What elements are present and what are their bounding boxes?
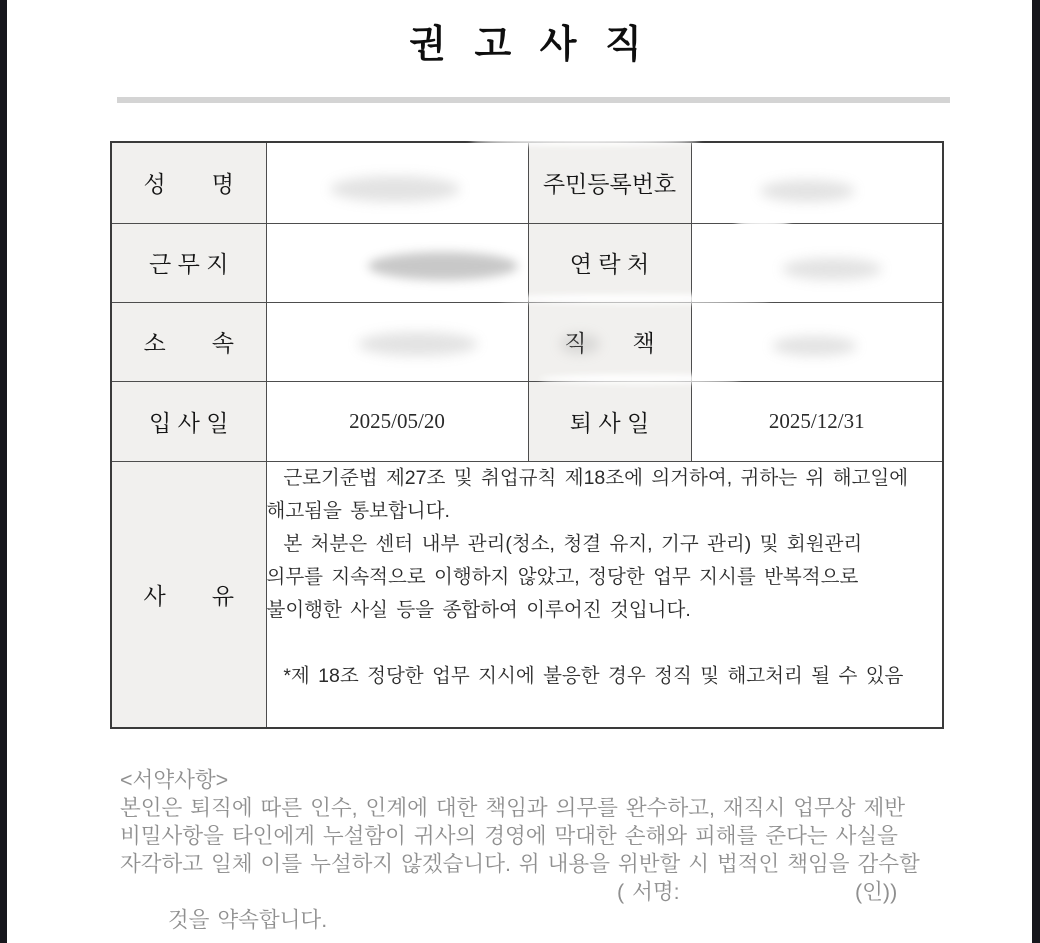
workplace-value (266, 223, 528, 302)
pledge-heading: <서약사항> (120, 768, 229, 792)
affiliation-value (266, 302, 528, 381)
signature-label: ( 서명: (617, 880, 680, 904)
affiliation-label: 소 속 (111, 302, 266, 381)
reason-line: 의무를 지속적으로 이행하지 않았고, 정당한 업무 지시를 반복적으로 (266, 565, 859, 588)
resign-date-label: 퇴 사 일 (528, 381, 691, 461)
reason-line: 불이행한 사실 등을 종합하여 이루어진 것입니다. (266, 598, 691, 621)
reason-label: 사 유 (111, 461, 266, 728)
contact-label: 연 락 처 (528, 223, 691, 302)
pledge-line: 자각하고 일체 이를 누설하지 않겠습니다. 위 내용을 위반할 시 법적인 책임을 감수할 (120, 852, 920, 876)
table-row-affiliation (111, 302, 943, 381)
pledge-line: 본인은 퇴직에 따른 인수, 인계에 대한 책임과 의무를 완수하고, 재직시 업무상 제반 (120, 796, 906, 820)
pledge-line: 비밀사항을 타인에게 누설함이 귀사의 경영에 막대한 손해와 피해를 준다는 사실을 (120, 824, 898, 848)
table-row-reason (111, 461, 943, 728)
title-divider (117, 97, 950, 103)
table-row-workplace (111, 223, 943, 302)
position-label: 직 책 (528, 302, 691, 381)
pledge-closing-text: 것을 약속합니다. (167, 908, 328, 932)
left-frame-bar (0, 0, 7, 943)
reason-note-line: *제 18조 정당한 업무 지시에 불응한 경우 정직 및 해고처리 될 수 있음 (266, 664, 904, 687)
name-value (266, 142, 528, 223)
resign-date-value: 2025/12/31 (691, 381, 943, 461)
table-row-name (111, 142, 943, 223)
pledge-signature-line (120, 878, 938, 943)
reason-text-cell (266, 461, 943, 728)
reason-line (267, 627, 943, 660)
reason-line: 근로기준법 제27조 및 취업규칙 제18조에 의거하여, 귀하는 위 해고일에 (266, 466, 909, 489)
position-value (691, 302, 943, 381)
page-title: 권 고 사 직 (409, 24, 651, 66)
reason-line: 본 처분은 센터 내부 관리(청소, 청결 유지, 기구 관리) 및 회원관리 (266, 532, 863, 555)
resident-number-label: 주민등록번호 (528, 142, 691, 223)
personnel-table (110, 141, 944, 729)
name-label: 성 명 (111, 142, 266, 223)
resident-number-value (691, 142, 943, 223)
seal-label: (인)) (855, 880, 898, 904)
workplace-label: 근 무 지 (111, 223, 266, 302)
hire-date-label: 입 사 일 (111, 381, 266, 461)
right-frame-bar (1032, 0, 1040, 943)
table-row-dates (111, 381, 943, 461)
pledge-section (120, 766, 938, 943)
hire-date-value: 2025/05/20 (266, 381, 528, 461)
contact-value (691, 223, 943, 302)
reason-line: 해고됨을 통보합니다. (266, 499, 450, 522)
